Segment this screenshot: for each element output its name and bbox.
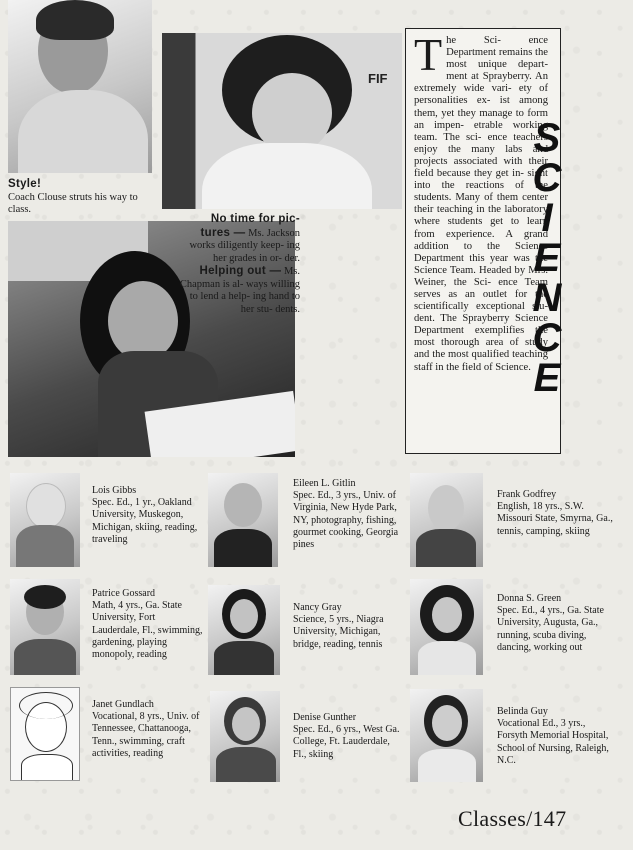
intro-dropcap: T [414, 29, 443, 80]
pictures-caption-title-1: No time for pic- [210, 213, 300, 225]
faculty-details: Math, 4 yrs., Ga. State University, Fort Lauderdale, Fl., swimming, gardening, playing monopoly, reading [92, 600, 203, 661]
faculty-entry [497, 489, 613, 538]
style-caption-title: Style! [8, 178, 42, 190]
pictures-caption-title-2: tures — [200, 226, 246, 239]
faculty-entry [293, 602, 405, 651]
faculty-portrait-cartoon [10, 687, 80, 781]
pictures-caption-title-3: Helping out — [199, 265, 282, 277]
faculty-portrait [208, 585, 280, 675]
faculty-entry [92, 588, 204, 661]
style-caption [8, 178, 158, 217]
faculty-details: Science, 5 yrs., Niagra University, Michigan, bridge, reading, tennis [293, 614, 384, 650]
pictures-caption-text-2: Ms. Chapman is al- ways willing to lend a help- ing hand to her stu- dents. [179, 266, 300, 315]
faculty-name: Belinda Guy [497, 706, 548, 717]
faculty-portrait [410, 689, 483, 782]
faculty-name: Eileen L. Gitlin [293, 478, 356, 489]
side-title-letter-e: E [533, 236, 561, 280]
faculty-entry [92, 699, 204, 760]
pictures-caption [178, 213, 300, 316]
faculty-portrait [208, 473, 278, 567]
pictures-caption-text-1: Ms. Jackson works diligently keep- ing her grades in or- der. [189, 227, 300, 264]
faculty-name: Lois Gibbs [92, 485, 137, 496]
side-title-letter-n: N [532, 276, 562, 320]
faculty-entry [293, 478, 405, 551]
coach-clouse-photo [8, 0, 152, 173]
faculty-entry [497, 593, 613, 654]
faculty-name: Janet Gundlach [92, 699, 154, 710]
intro-body: he Sci- ence Department remains the most unique depart- ment at Sprayberry. An extremely wide vari- ety of personalities ex- ist among them, yet they manage to form an impen- etrable working team. The sci- ence teachers enjoy the many labs and projects associated with their field because they get in- sight into the reactions of the students. Many of them center their teaching in the laboratory where students get to learn from experience. A grand addition to the Science Department this year was the Science Team. Headed by Mrs. Weiner, the Sci- ence Team serves as an outlet for the scientifically exceptional stu- dent. The Sprayberry Science Department exemplifies the most thorough area of study and the most qualified teaching staff in the field of Science. [414, 35, 548, 373]
faculty-details: Vocational Ed., 3 yrs., Forsyth Memorial Hospital, School of Nursing, Raleigh, N.C. [497, 718, 609, 766]
faculty-portrait [10, 473, 80, 567]
faculty-details: Spec. Ed., 6 yrs., West Ga. College, Ft. Lauderdale, Fl., skiing [293, 724, 400, 760]
page-number: Classes/147 [458, 806, 567, 831]
faculty-name: Donna S. Green [497, 593, 562, 604]
faculty-name: Nancy Gray [293, 602, 342, 613]
faculty-portrait [410, 473, 483, 567]
faculty-details: English, 18 yrs., S.W. Missouri State, Smyrna, Ga., tennis, camping, skiing [497, 501, 613, 537]
ms-jackson-photo [162, 33, 402, 209]
faculty-entry [293, 712, 405, 761]
science-intro-text [414, 29, 548, 374]
side-title-letter-i: I [541, 196, 553, 240]
faculty-details: Spec. Ed., 3 yrs., Univ. of Virginia, New Hyde Park, NY, photography, fishing, gourmet cooking, Georgia pines [293, 490, 399, 551]
faculty-portrait [410, 579, 483, 675]
faculty-portrait [10, 579, 80, 675]
faculty-portrait [210, 691, 280, 782]
faculty-name: Frank Godfrey [497, 489, 557, 500]
side-title-letter-c: C [532, 156, 562, 200]
side-title-letter-c2: C [532, 316, 562, 360]
side-title-letter-s: S [533, 116, 561, 160]
faculty-entry [497, 706, 615, 767]
faculty-details: Spec. Ed., 4 yrs., Ga. State University, Augusta, Ga., running, scuba diving, dancing, working out [497, 605, 604, 653]
faculty-details: Vocational, 8 yrs., Univ. of Tennessee, Chattanooga, Tenn., swimming, craft activities, reading [92, 711, 200, 759]
side-title-letter-e2: E [533, 356, 561, 400]
faculty-name: Patrice Gossard [92, 588, 156, 599]
faculty-name: Denise Gunther [293, 712, 357, 723]
faculty-entry [92, 485, 204, 546]
fif-sign: FIF [368, 71, 388, 86]
style-caption-text: Coach Clouse struts his way to class. [8, 191, 138, 215]
faculty-details: Spec. Ed., 1 yr., Oakland University, Muskegon, Michigan, skiing, reading, traveling [92, 497, 198, 545]
